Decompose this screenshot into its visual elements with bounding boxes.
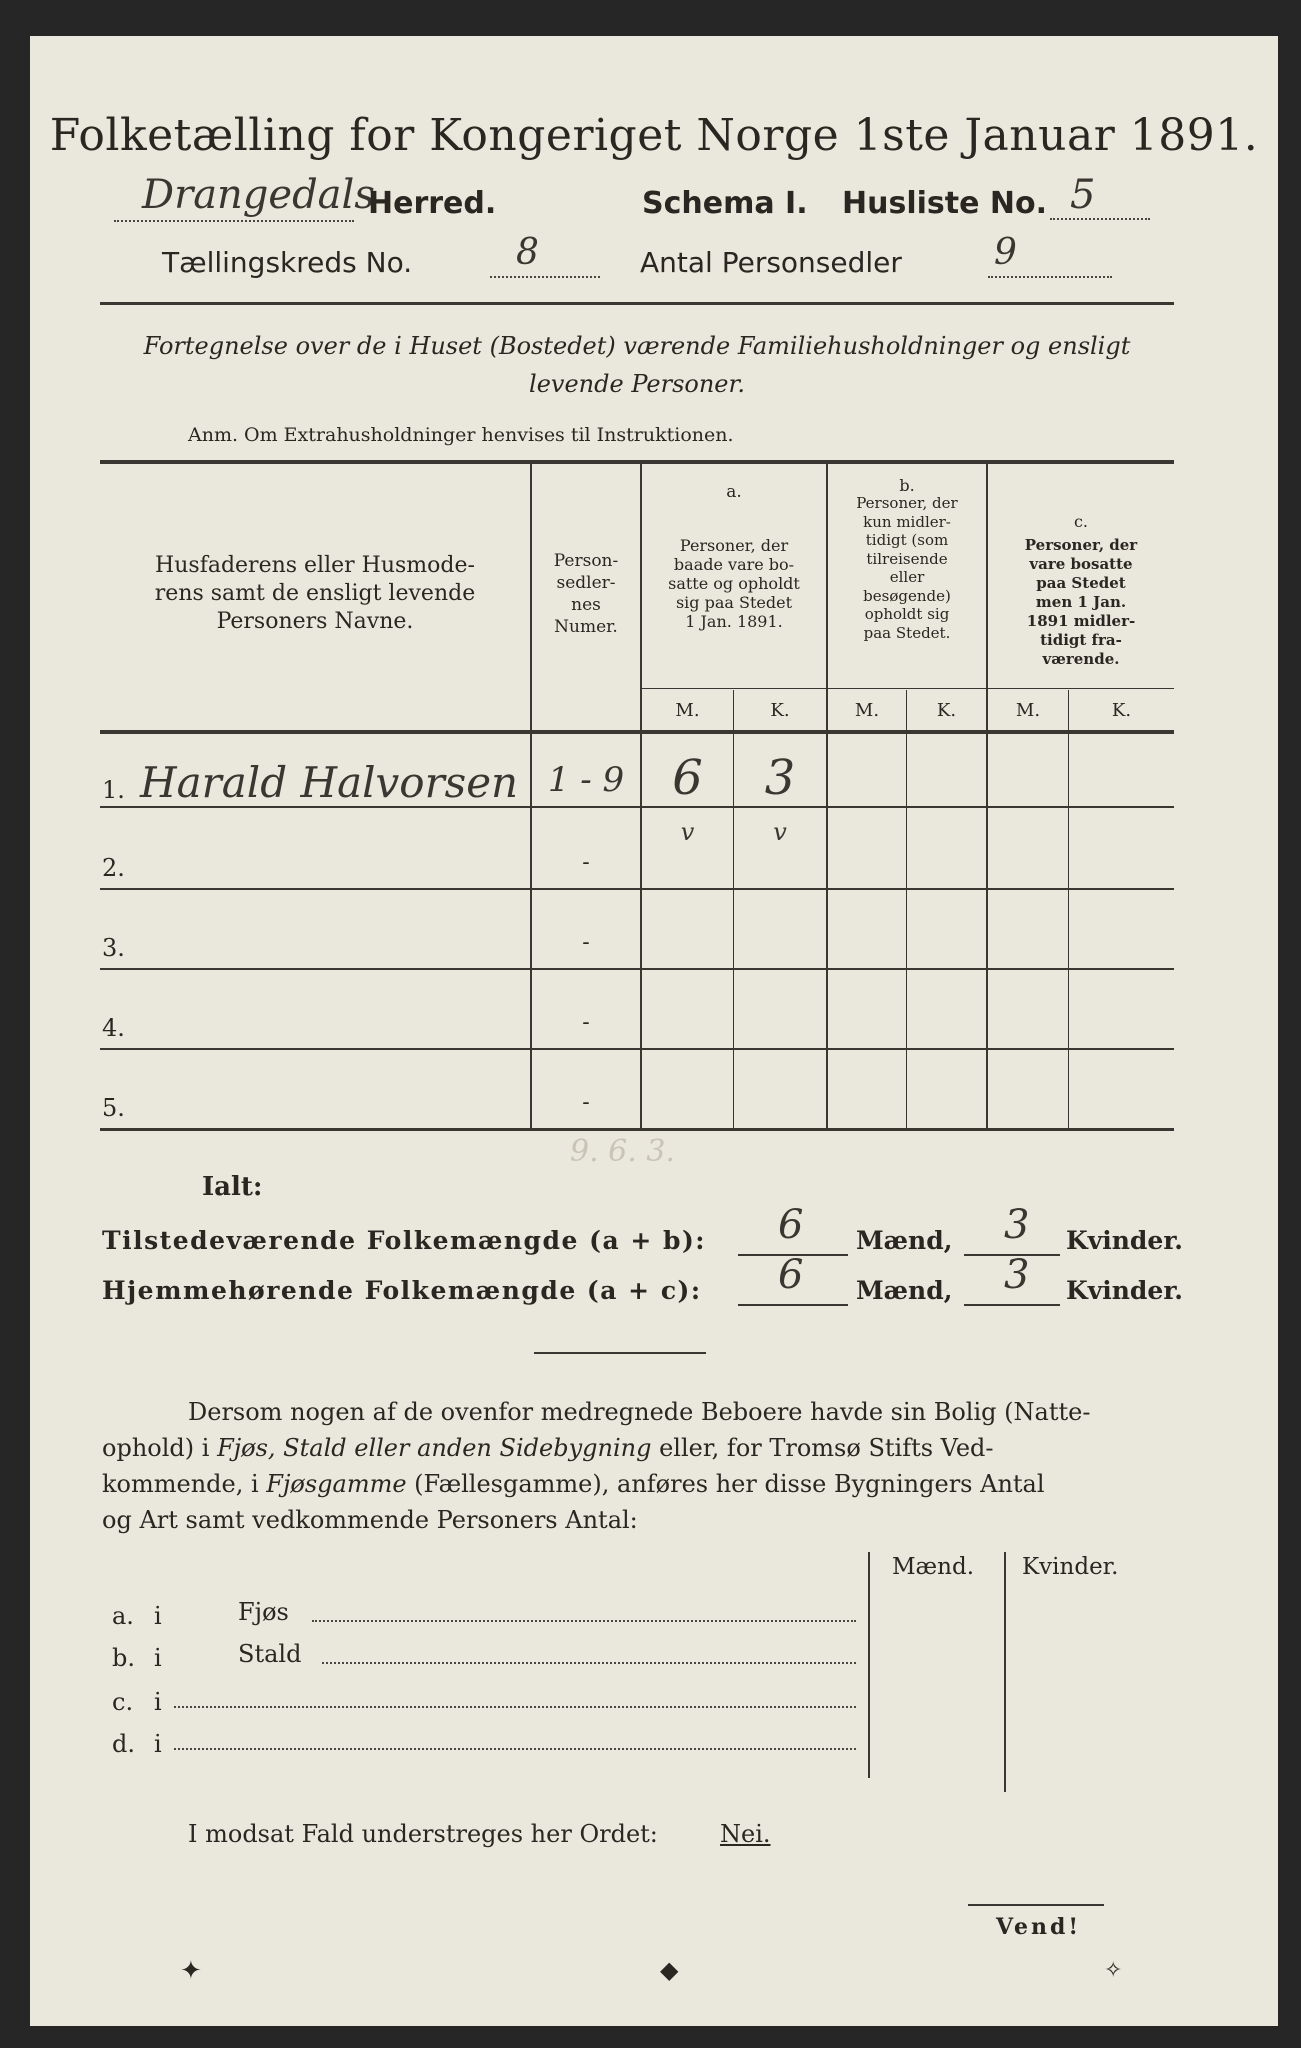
table-top-rule: [100, 460, 1174, 464]
antal-label: Antal Personsedler: [640, 246, 902, 279]
kreds-value: 8: [516, 232, 539, 273]
tilstede-men-label: Mænd,: [856, 1226, 953, 1255]
row-number: 3.: [102, 934, 125, 962]
v-rule: [868, 1552, 870, 1778]
row-rule: [100, 1128, 1174, 1131]
herred-value: Drangedals: [142, 172, 375, 218]
bolig-paragraph-line2: ophold) i Fjøs, Stald eller anden Sidebygning eller, for Tromsø Stifts Ved-: [102, 1434, 994, 1462]
antal-field: [988, 232, 1112, 278]
bolig-paragraph-line4: og Art samt vedkommende Personers Antal:: [102, 1506, 638, 1534]
kvinder-column-header: Kvinder.: [1022, 1554, 1119, 1580]
kreds-field: [490, 232, 600, 278]
intro-line1: Fortegnelse over de i Huset (Bostedet) værende Familiehusholdninger og ensligt: [143, 332, 1131, 360]
item-i: i: [154, 1602, 162, 1630]
anm-note: Anm. Om Extrahusholdninger henvises til Instruktionen.: [188, 424, 734, 446]
v-rule: [1004, 1552, 1006, 1792]
col-c-header: Personer, der vare bosatte paa Stedet men 1 Jan. 1891 midler- tidigt fra- værende.: [1024, 536, 1138, 668]
census-form-page: [30, 36, 1278, 2026]
v-rule: [1068, 690, 1069, 1130]
item-label: Fjøs: [238, 1598, 289, 1626]
row-person-numbers: -: [582, 850, 590, 875]
col-c-m: M.: [1015, 700, 1041, 721]
tilstede-women-label: Kvinder.: [1066, 1226, 1183, 1255]
row-name: Harald Halvorsen: [140, 758, 519, 807]
antal-value: 9: [994, 232, 1017, 273]
hjemme-men-value: 6: [778, 1252, 804, 1298]
ink-mark-icon: ✦: [180, 1956, 202, 1986]
hjemme-women-field: [964, 1252, 1060, 1306]
item-i: i: [154, 1688, 162, 1716]
hjemme-label: Hjemmehørende Folkemængde (a + c):: [102, 1276, 702, 1305]
col-b-m: M.: [854, 700, 880, 721]
item-dotted-line: [322, 1662, 856, 1664]
ialt-label: Ialt:: [202, 1172, 263, 1202]
item-label: Stald: [238, 1640, 302, 1668]
row-number: 2.: [102, 854, 125, 882]
form-title: Folketælling for Kongeriget Norge 1ste Januar 1891.: [49, 110, 1259, 161]
mk-rule: [640, 688, 1174, 689]
tilstede-women-value: 3: [1004, 1202, 1030, 1248]
row-a-men: 6: [672, 750, 703, 806]
husliste-field: [1050, 172, 1150, 220]
col-a-k: K.: [770, 700, 790, 721]
hjemme-women-value: 3: [1004, 1252, 1030, 1298]
tilstede-label: Tilstedeværende Folkemængde (a + b):: [102, 1226, 707, 1255]
row-a-women: 3: [764, 750, 796, 806]
item-i: i: [154, 1644, 162, 1672]
item-dotted-line: [174, 1748, 856, 1750]
check-mark: v: [773, 818, 787, 846]
vend-label: Vend!: [996, 1914, 1082, 1940]
item-dotted-line: [174, 1706, 856, 1708]
ink-mark-icon: ◆: [660, 1956, 679, 1984]
row-number: 5.: [102, 1094, 125, 1122]
kreds-label: Tællingskreds No.: [162, 246, 413, 279]
col-b-k: K.: [936, 700, 957, 721]
col-b-header: Personer, der kun midler- tidigt (som tilreisende eller besøgende) opholdt sig paa Stedet.: [856, 494, 958, 642]
row-rule: [100, 888, 1174, 890]
col-c-k: K.: [1111, 700, 1132, 721]
header-rule: [100, 302, 1174, 305]
herred-field: [114, 172, 375, 222]
tilstede-men-field: [738, 1202, 848, 1256]
check-mark: v: [680, 818, 695, 846]
row-person-numbers: -: [582, 930, 590, 955]
row-person-numbers: 1 - 9: [547, 760, 625, 800]
hjemme-men-label: Mænd,: [856, 1276, 953, 1305]
col-a-letter: a.: [726, 482, 742, 502]
herred-label: Herred.: [368, 186, 497, 221]
bolig-paragraph-line3: kommende, i Fjøsgamme (Fællesgamme), anføres her disse Bygningers Antal: [102, 1470, 1045, 1498]
table-header-rule: [100, 730, 1174, 734]
separator-rule: [534, 1352, 706, 1354]
tilstede-women-field: [964, 1202, 1060, 1256]
maend-column-header: Mænd.: [892, 1554, 975, 1580]
item-letter: d.: [112, 1730, 135, 1758]
row-number: 1.: [102, 776, 125, 804]
intro-line2: levende Personer.: [529, 370, 745, 398]
husliste-label: Husliste No.: [842, 186, 1047, 221]
row-rule: [100, 968, 1174, 970]
col-a-m: M.: [675, 700, 700, 721]
item-i: i: [154, 1730, 162, 1758]
faint-tally: 9. 6. 3.: [570, 1134, 675, 1169]
row-person-numbers: -: [582, 1010, 590, 1035]
modsat-label: I modsat Fald understreges her Ordet:: [188, 1820, 658, 1848]
schema-label: Schema I.: [642, 186, 808, 221]
row-rule: [100, 1048, 1174, 1050]
col-b-letter: b.: [899, 476, 915, 495]
ink-mark-icon: ✧: [1104, 1958, 1123, 1983]
col-c-letter: c.: [1073, 512, 1089, 531]
hjemme-men-field: [738, 1252, 848, 1306]
item-letter: a.: [112, 1602, 134, 1630]
hjemme-women-label: Kvinder.: [1066, 1276, 1183, 1305]
col-name-header: Husfaderens eller Husmode- rens samt de ensligt levende Personers Navne.: [154, 553, 476, 634]
row-person-numbers: -: [582, 1090, 590, 1115]
row-number: 4.: [102, 1014, 125, 1042]
tilstede-men-value: 6: [778, 1202, 804, 1248]
bolig-paragraph-line1: Dersom nogen af de ovenfor medregnede Beboere havde sin Bolig (Natte-: [188, 1398, 1091, 1426]
v-rule: [906, 690, 907, 1130]
nei-word: Nei.: [720, 1820, 771, 1848]
col-num-header: Person- sedler- nes Numer.: [553, 551, 619, 637]
vend-rule: [968, 1904, 1104, 1906]
item-dotted-line: [312, 1620, 856, 1622]
husliste-value: 5: [1070, 172, 1096, 218]
item-letter: b.: [112, 1644, 135, 1672]
item-letter: c.: [112, 1688, 134, 1716]
col-a-header: Personer, der baade vare bo- satte og opholdt sig paa Stedet 1 Jan. 1891.: [668, 536, 800, 631]
